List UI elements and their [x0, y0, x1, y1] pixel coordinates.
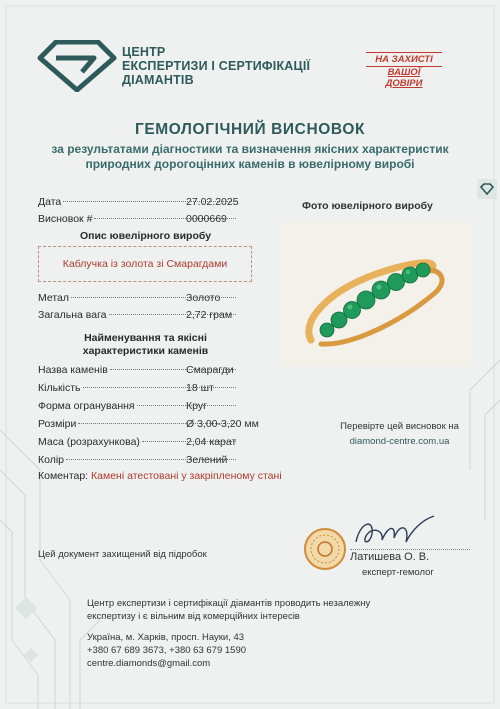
org-line-2: ЕКСПЕРТИЗИ І СЕРТИФІКАЦІЇ	[122, 59, 311, 73]
stone-label: Форма огранування	[38, 400, 135, 412]
stone-row	[38, 436, 238, 448]
subtitle-line-2: природних дорогоцінних каменів в ювелірному виробі	[85, 157, 415, 171]
hologram-gem-icon	[476, 178, 498, 200]
report-number-row	[38, 213, 238, 225]
verify-text: Перевірте цей висновок на	[340, 421, 459, 432]
verify-note	[312, 419, 487, 449]
comment-label: Коментар:	[38, 470, 89, 482]
weight-value: 2,72 грам	[186, 309, 233, 321]
stone-row	[38, 400, 238, 412]
metal-value: Золото	[186, 292, 221, 304]
date-label: Дата	[38, 196, 62, 208]
weight-label: Загальна вага	[38, 309, 107, 321]
stone-label: Маса (розрахункова)	[38, 436, 140, 448]
diamond-logo-icon	[36, 40, 118, 92]
stones-heading-line-2: характеристики каменів	[82, 345, 209, 357]
signatory-role: експерт-гемолог	[362, 567, 434, 578]
item-description: Каблучка із золота зі Смарагдами	[62, 258, 228, 270]
stone-value: Круг	[186, 400, 207, 412]
email[interactable]: centre.diamonds@gmail.com	[87, 658, 211, 669]
photo-label: Фото ювелірного виробу	[302, 200, 433, 212]
verify-url[interactable]: diamond-centre.com.ua	[349, 436, 450, 447]
stone-label: Розміри	[38, 418, 77, 430]
stone-row	[38, 418, 259, 430]
stone-value: 2,04 карат	[186, 436, 237, 448]
stone-row	[38, 364, 238, 376]
item-description-box	[38, 246, 252, 282]
ring-photo	[281, 222, 471, 366]
phones[interactable]: +380 67 689 3673, +380 63 679 1590	[87, 645, 247, 656]
stone-row	[38, 454, 238, 466]
footer-statement	[87, 597, 437, 623]
slogan-line-3: ДОВІРИ	[385, 78, 423, 89]
footer-statement-line-2: експертизу і є вільним від комерційних інтересів	[87, 611, 300, 622]
signatory-name: Латишева О. В.	[350, 549, 470, 563]
signature-mark	[348, 512, 440, 552]
document-subtitle	[0, 142, 500, 172]
contacts	[87, 631, 246, 670]
stones-heading	[38, 332, 253, 358]
report-number-value: 0000669	[186, 213, 227, 225]
metal-row	[38, 292, 238, 304]
stone-row	[38, 382, 238, 394]
stone-value: Зелений	[186, 454, 228, 466]
weight-row	[38, 309, 238, 321]
stone-value: 18 шт	[186, 382, 214, 394]
document-title: ГЕМОЛОГІЧНИЙ ВИСНОВОК	[134, 121, 366, 138]
org-line-3: ДІАМАНТІВ	[122, 73, 194, 87]
footer-statement-line-1: Центр експертизи і сертифікації діамантів проводить незалежну	[87, 598, 371, 609]
item-description-heading: Опис ювелірного виробу	[79, 230, 212, 242]
address: Україна, м. Харків, просп. Науки, 43	[87, 632, 245, 643]
org-line-1: ЦЕНТР	[122, 45, 166, 59]
slogan-stamp	[366, 52, 442, 89]
stone-value: Ø 3,00-3,20 мм	[186, 418, 259, 430]
protection-note: Цей документ захищений від підробок	[38, 549, 207, 560]
stone-value: Смарагди	[186, 364, 234, 376]
metal-label: Метал	[38, 292, 70, 304]
slogan-line-2: ВАШОЇ	[387, 67, 421, 78]
stone-label: Кількість	[38, 382, 81, 394]
hologram-seal-icon	[303, 527, 347, 571]
stone-label: Назва каменів	[38, 364, 108, 376]
organization-name	[122, 45, 310, 87]
date-row	[38, 196, 238, 208]
subtitle-line-1: за результатами діагностики та визначення якісних характеристик	[51, 142, 449, 156]
stone-label: Колір	[38, 454, 65, 466]
comment-row	[38, 470, 282, 482]
comment-value: Камені атестовані у закріпленому стані	[91, 470, 282, 482]
slogan-line-1: НА ЗАХИСТІ	[366, 52, 442, 67]
date-value: 27.02.2025	[186, 196, 239, 208]
report-number-label: Висновок #	[38, 213, 93, 225]
stones-heading-line-1: Найменування та якісні	[84, 332, 207, 344]
